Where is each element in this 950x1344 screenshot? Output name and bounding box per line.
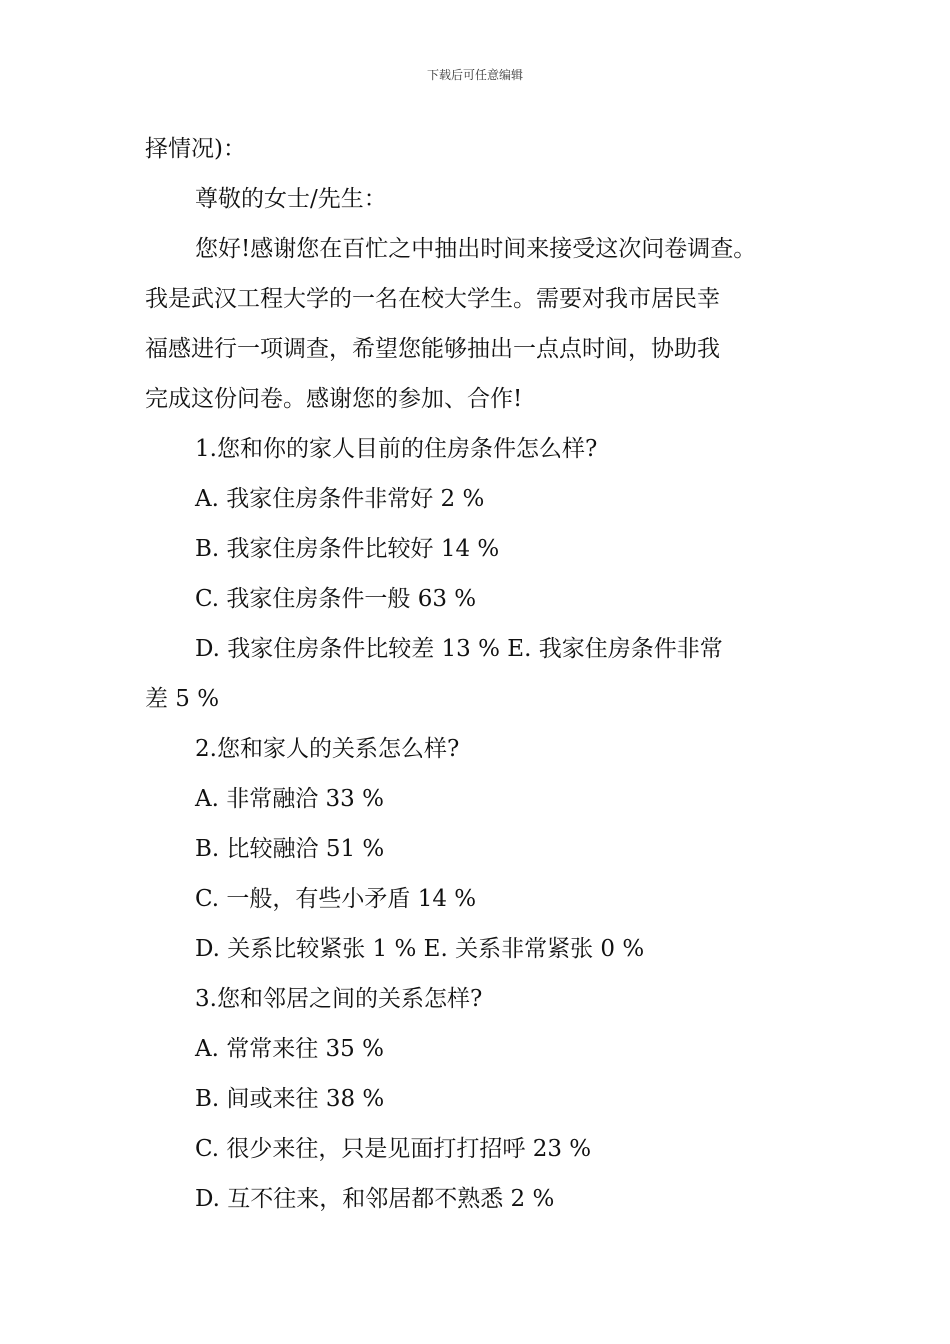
question-3: 3.您和邻居之间的关系怎样? — [195, 986, 483, 1012]
q3-option-b: B. 间或来往 38 % — [195, 1086, 385, 1112]
q2-option-a: A. 非常融洽 33 % — [195, 786, 384, 812]
q3-option-d: D. 互不往来，和邻居都不熟悉 2 % — [195, 1186, 555, 1212]
q3-option-c: C. 很少来往，只是见面打打招呼 23 % — [195, 1136, 592, 1162]
document-body — [145, 124, 825, 1224]
question-1: 1.您和你的家人目前的住房条件怎么样? — [195, 436, 598, 462]
salutation: 尊敬的女士/先生： — [195, 186, 387, 212]
page-header: 下载后可任意编辑 — [426, 68, 523, 82]
q1-option-a: A. 我家住房条件非常好 2 % — [195, 486, 485, 512]
intro-line: 择情况)： — [145, 136, 246, 162]
q2-option-d-e: D. 关系比较紧张 1 % E. 关系非常紧张 0 % — [195, 936, 645, 962]
intro-paragraph-line: 我是武汉工程大学的一名在校大学生。需要对我市居民幸 — [145, 286, 720, 312]
intro-paragraph-line: 完成这份问卷。感谢您的参加、合作! — [145, 386, 523, 412]
q2-option-b: B. 比较融洽 51 % — [195, 836, 385, 862]
q2-option-c: C. 一般，有些小矛盾 14 % — [195, 886, 477, 912]
intro-paragraph-line: 福感进行一项调查，希望您能够抽出一点点时间，协助我 — [145, 336, 720, 362]
q1-option-c: C. 我家住房条件一般 63 % — [195, 586, 477, 612]
q3-option-a: A. 常常来往 35 % — [195, 1036, 384, 1062]
q1-option-d-e: D. 我家住房条件比较差 13 % E. 我家住房条件非常 — [195, 636, 723, 662]
q1-option-b: B. 我家住房条件比较好 14 % — [195, 536, 500, 562]
question-2: 2.您和家人的关系怎么样? — [195, 736, 460, 762]
q1-option-e-cont: 差 5 % — [145, 686, 220, 712]
intro-paragraph-line: 您好!感谢您在百忙之中抽出时间来接受这次问卷调查。 — [195, 236, 757, 262]
